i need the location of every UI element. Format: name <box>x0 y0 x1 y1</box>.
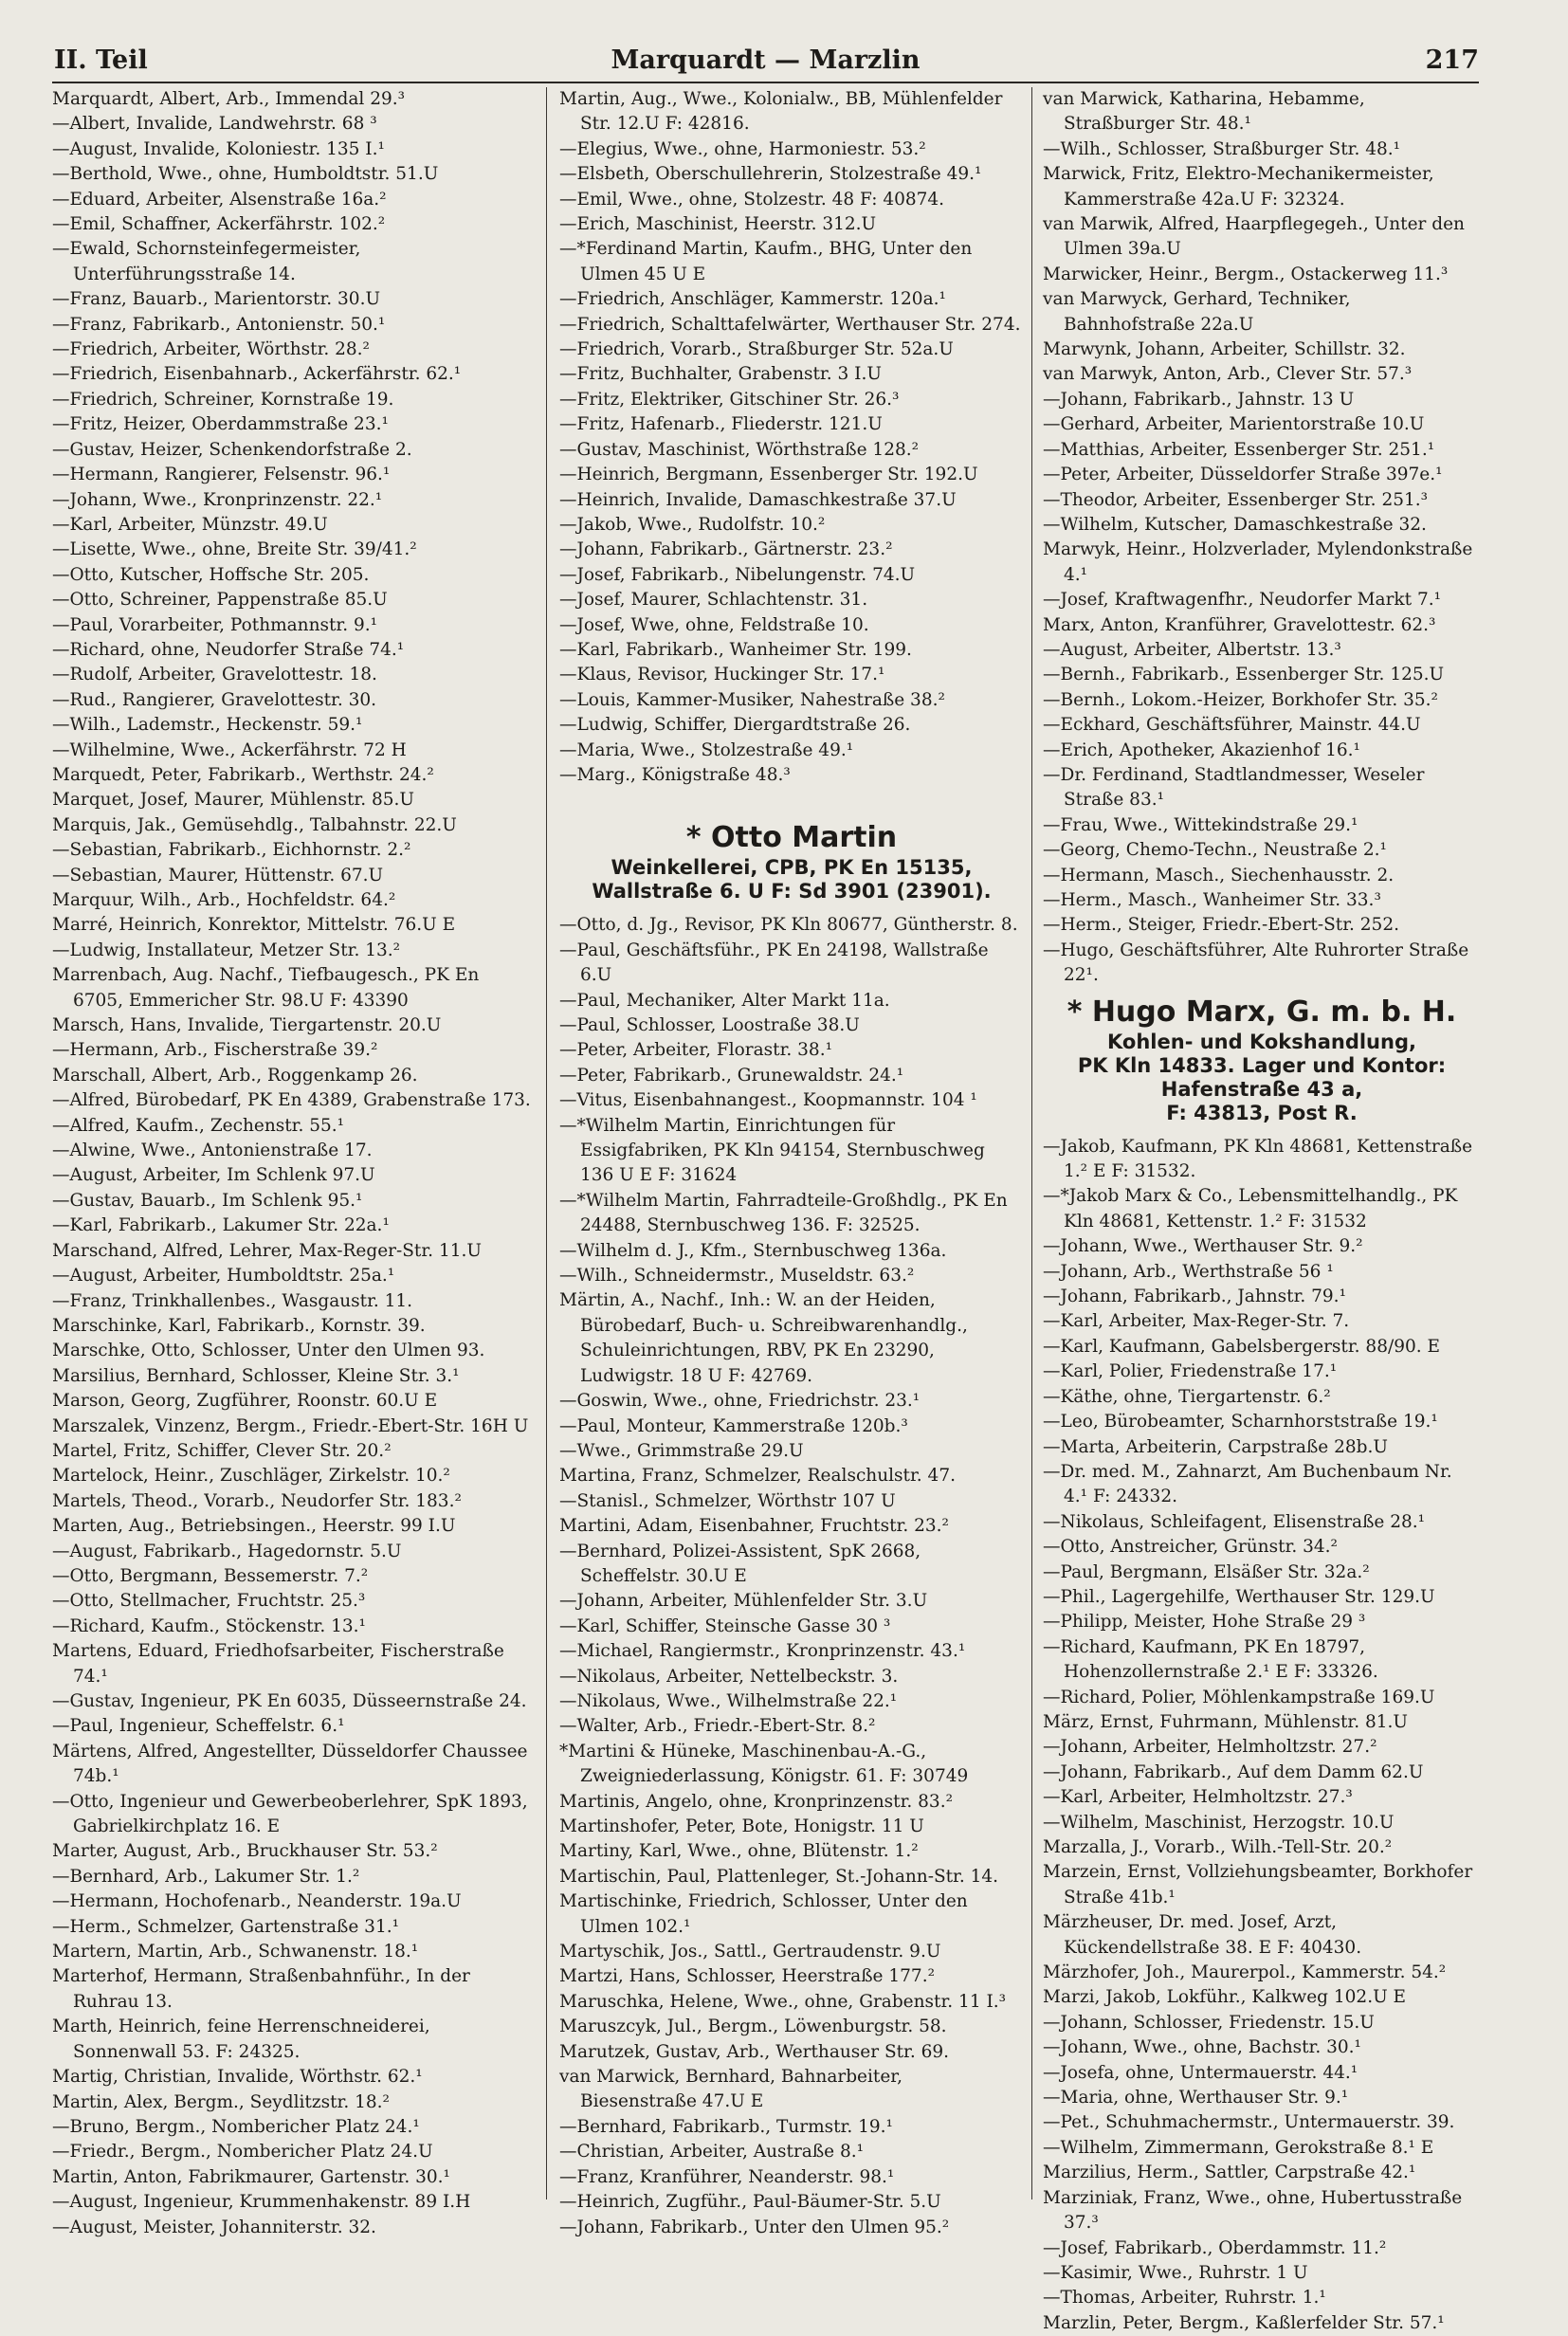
directory-entry: Martens, Eduard, Friedhofsarbeiter, Fischerstraße 74.¹ <box>52 1641 504 1687</box>
directory-entry: —Jakob, Kaufmann, PK Kln 48681, Kettenstraße 1.² E F: 31532. <box>1043 1136 1473 1182</box>
directory-entry: —Karl, Fabrikarb., Wanheimer Str. 199. <box>559 639 912 660</box>
directory-entry: —August, Arbeiter, Im Schlenk 97.U <box>52 1165 375 1186</box>
directory-entry: —Ewald, Schornsteinfegermeister, Unterführungsstraße 14. <box>52 239 361 284</box>
directory-entry: —Wilhelm, Kutscher, Damaschkestraße 32. <box>1043 514 1427 535</box>
directory-entry: —Friedrich, Arbeiter, Wörthstr. 28.² <box>52 339 370 360</box>
directory-entry: Märtens, Alfred, Angestellter, Düsseldorfer Chaussee 74b.¹ <box>52 1741 528 1787</box>
directory-entry: —Wwe., Grimmstraße 29.U <box>559 1440 804 1461</box>
directory-entry: Marsilius, Bernhard, Schlosser, Kleine Str. 3.¹ <box>52 1365 460 1386</box>
directory-entry: —Herm., Schmelzer, Gartenstraße 31.¹ <box>52 1916 400 1937</box>
directory-entry: Marwicker, Heinr., Bergm., Ostackerweg 11.³ <box>1043 264 1449 284</box>
directory-entry: —Marg., Königstraße 48.³ <box>559 764 791 785</box>
directory-entry: van Marwick, Bernhard, Bahnarbeiter, Biesenstraße 47.U E <box>559 2067 903 2112</box>
directory-entry: —Emil, Wwe., ohne, Stolzestr. 48 F: 40874. <box>559 189 945 210</box>
directory-entry: van Marwyk, Anton, Arb., Clever Str. 57.³ <box>1043 364 1413 385</box>
directory-entry: Märzheuser, Dr. med. Josef, Arzt, Kückendellstraße 38. E F: 40430. <box>1043 1912 1362 1958</box>
directory-entry: —Gustav, Bauarb., Im Schlenk 95.¹ <box>52 1190 363 1211</box>
directory-entry: Maruschka, Helene, Wwe., ohne, Grabenstr. 11 I.³ <box>559 1991 1007 2012</box>
directory-entry: Marquis, Jak., Gemüsehdlg., Talbahnstr. 22.U <box>52 814 457 835</box>
directory-entry: Marquardt, Albert, Arb., Immendal 29.³ <box>52 89 406 109</box>
directory-entry: Martyschik, Jos., Sattl., Gertraudenstr. 9.U <box>559 1942 941 1962</box>
directory-entry: Marschinke, Karl, Fabrikarb., Kornstr. 39. <box>52 1315 426 1336</box>
ad-line: Hafenstraße 43 a, <box>1160 1077 1363 1101</box>
directory-entry: —Fritz, Hafenarb., Fliederstr. 121.U <box>559 414 883 435</box>
directory-entry: —Josef, Fabrikarb., Oberdammstr. 11.² <box>1043 2237 1387 2258</box>
directory-entry: —Karl, Arbeiter, Helmholtzstr. 27.³ <box>1043 1787 1353 1808</box>
directory-entry: —Erich, Maschinist, Heerstr. 312.U <box>559 214 877 235</box>
directory-entry: Marschand, Alfred, Lehrer, Max-Reger-Str. 11.U <box>52 1240 482 1261</box>
directory-entry: —Ludwig, Installateur, Metzer Str. 13.² <box>52 940 401 960</box>
directory-entry: —Bernhard, Fabrikarb., Turmstr. 19.¹ <box>559 2116 893 2137</box>
directory-entry: —Eckhard, Geschäftsführer, Mainstr. 44.U <box>1043 715 1421 736</box>
directory-entry: —Sebastian, Fabrikarb., Eichhornstr. 2.² <box>52 840 411 861</box>
directory-entry: —Gustav, Heizer, Schenkendorfstraße 2. <box>52 439 412 460</box>
directory-entry: —Friedrich, Eisenbahnarb., Ackerfährstr. 62.¹ <box>52 364 462 385</box>
directory-entry: —Wilhelmine, Wwe., Ackerfährstr. 72 H <box>52 739 407 760</box>
directory-entry: —*Jakob Marx & Co., Lebensmittelhandlg., PK Kln 48681, Kettenstr. 1.² F: 31532 <box>1043 1186 1458 1232</box>
directory-entry: —Lisette, Wwe., ohne, Breite Str. 39/41.² <box>52 539 417 560</box>
directory-entry: —Franz, Fabrikarb., Antonienstr. 50.¹ <box>52 314 386 335</box>
ad-title: * Otto Martin <box>685 821 898 855</box>
directory-entry: —Georg, Chemo-Techn., Neustraße 2.¹ <box>1043 840 1387 861</box>
directory-entry: —Marta, Arbeiterin, Carpstraße 28b.U <box>1043 1436 1388 1457</box>
name-range: Marquardt — Marzlin <box>611 46 921 75</box>
directory-entry: —August, Arbeiter, Humboldtstr. 25a.¹ <box>52 1266 395 1287</box>
directory-entry: —Christian, Arbeiter, Austraße 8.¹ <box>559 2142 865 2163</box>
directory-entry: Marquedt, Peter, Fabrikarb., Werthstr. 24.² <box>52 764 434 785</box>
directory-entry: —Johann, Wwe., ohne, Bachstr. 30.¹ <box>1043 2037 1361 2058</box>
directory-entry: —Paul, Schlosser, Loostraße 38.U <box>559 1015 860 1035</box>
directory-entry: —Hermann, Rangierer, Felsenstr. 96.¹ <box>52 465 391 485</box>
directory-entry: —Fritz, Heizer, Oberdammstraße 23.¹ <box>52 414 389 435</box>
directory-entry: —Otto, Bergmann, Bessemerstr. 7.² <box>52 1565 369 1586</box>
directory-entry: —Hugo, Geschäftsführer, Alte Ruhrorter Straße 22¹. <box>1043 940 1469 986</box>
directory-entry: —Friedrich, Anschläger, Kammerstr. 120a.¹ <box>559 289 946 310</box>
directory-entry: Märzhofer, Joh., Maurerpol., Kammerstr. 54.² <box>1043 1962 1447 1983</box>
directory-entry: —Hermann, Arb., Fischerstraße 39.² <box>52 1040 378 1061</box>
directory-entry: —Bruno, Bergm., Nombericher Platz 24.¹ <box>52 2116 420 2137</box>
directory-entry: —Otto, Schreiner, Pappenstraße 85.U <box>52 590 388 611</box>
directory-entry: van Marwick, Katharina, Hebamme, Straßburger Str. 48.¹ <box>1043 89 1365 135</box>
directory-entry: —Franz, Trinkhallenbes., Wasgaustr. 11. <box>52 1290 413 1311</box>
directory-entry: Martel, Fritz, Schiffer, Clever Str. 20.² <box>52 1440 392 1461</box>
ad-title: * Hugo Marx, G. m. b. H. <box>1067 995 1457 1029</box>
directory-entry: —Hermann, Hochofenarb., Neanderstr. 19a.U <box>52 1891 462 1912</box>
directory-entry: Marrenbach, Aug. Nachf., Tiefbaugesch., PK En 6705, Emmericher Str. 98.U F: 43390 <box>52 965 480 1011</box>
directory-entry: —Wilhelm, Zimmermann, Gerokstraße 8.¹ E <box>1043 2137 1434 2158</box>
directory-entry: —Franz, Kranführer, Neanderstr. 98.¹ <box>559 2166 895 2187</box>
column-divider <box>546 87 547 2199</box>
directory-entry: —Peter, Fabrikarb., Grunewaldstr. 24.¹ <box>559 1065 904 1086</box>
directory-entry: —Maria, ohne, Werthauser Str. 9.¹ <box>1043 2088 1349 2108</box>
column-divider <box>1031 87 1032 2199</box>
directory-entry: —Käthe, ohne, Tiergartenstr. 6.² <box>1043 1386 1331 1407</box>
directory-entry: Martischin, Paul, Plattenleger, St.-Johann-Str. 14. <box>559 1866 999 1887</box>
directory-entry: —Peter, Arbeiter, Florastr. 38.¹ <box>559 1040 832 1061</box>
directory-entry: —Wilh., Schlosser, Straßburger Str. 48.¹ <box>1043 138 1401 159</box>
ad-hugo-marx <box>1043 995 1481 1125</box>
directory-entry: —Gustav, Ingenieur, PK En 6035, Düsseernstraße 24. <box>52 1691 527 1711</box>
column-3 <box>1043 87 1481 2333</box>
directory-entry: Martischinke, Friedrich, Schlosser, Unter den Ulmen 102.¹ <box>559 1891 968 1937</box>
directory-entry: —Paul, Geschäftsführ., PK En 24198, Wallstraße 6.U <box>559 940 989 986</box>
directory-entry: —Heinrich, Bergmann, Essenberger Str. 192.U <box>559 465 978 485</box>
directory-entry: —August, Meister, Johanniterstr. 32. <box>52 2217 376 2237</box>
directory-entry: Marschall, Albert, Arb., Roggenkamp 26. <box>52 1065 418 1086</box>
directory-entry: Märtin, A., Nachf., Inh.: W. an der Heiden, Bürobedarf, Buch- u. Schreibwarenhandlg., Schuleinrichtungen, RBV, PK En 23290, Ludwigstr. 18 U F: 42769. <box>559 1290 968 1386</box>
directory-entry: —Otto, d. Jg., Revisor, PK Kln 80677, Güntherstr. 8. <box>559 915 1018 936</box>
directory-entry: —Johann, Arbeiter, Mühlenfelder Str. 3.U <box>559 1591 928 1612</box>
directory-entry: —Dr. med. M., Zahnarzt, Am Buchenbaum Nr. 4.¹ F: 24332. <box>1043 1461 1452 1507</box>
column-2 <box>559 87 1024 2237</box>
directory-entry: —Wilhelm, Maschinist, Herzogstr. 10.U <box>1043 1812 1395 1833</box>
directory-entry: —Richard, Kaufmann, PK En 18797, Hohenzollernstraße 2.¹ E F: 33326. <box>1043 1636 1378 1683</box>
directory-entry: —Karl, Schiffer, Steinsche Gasse 30 ³ <box>559 1615 891 1636</box>
directory-entry: —Karl, Polier, Friedenstraße 17.¹ <box>1043 1361 1338 1382</box>
directory-entry: —Theodor, Arbeiter, Essenberger Str. 251.³ <box>1043 489 1429 510</box>
directory-entry: —August, Arbeiter, Albertstr. 13.³ <box>1043 639 1341 660</box>
directory-entry: —Karl, Fabrikarb., Lakumer Str. 22a.¹ <box>52 1215 390 1236</box>
directory-entry: —*Wilhelm Martin, Einrichtungen für Essigfabriken, PK Kln 94154, Sternbuschweg 136 U E F: 31624 <box>559 1115 985 1186</box>
directory-entry: —Louis, Kammer-Musiker, Nahestraße 38.² <box>559 689 945 710</box>
directory-entry: —Alfred, Bürobedarf, PK En 4389, Grabenstraße 173. <box>52 1090 531 1111</box>
directory-entry: *Martini & Hüneke, Maschinenbau-A.-G., Zweigniederlassung, Königstr. 61. F: 30749 <box>559 1741 969 1787</box>
directory-entry: Marx, Anton, Kranführer, Gravelottestr. 62.³ <box>1043 614 1436 635</box>
directory-entry: März, Ernst, Fuhrmann, Mühlenstr. 81.U <box>1043 1711 1409 1732</box>
directory-entry: —Josef, Fabrikarb., Nibelungenstr. 74.U <box>559 564 916 585</box>
directory-entry: —Johann, Arbeiter, Helmholtzstr. 27.² <box>1043 1737 1377 1758</box>
directory-entry: —Otto, Anstreicher, Grünstr. 34.² <box>1043 1537 1338 1558</box>
column-3-top-list <box>1043 87 1481 989</box>
directory-entry: —Paul, Monteur, Kammerstraße 120b.³ <box>559 1415 908 1436</box>
directory-entry: —Johann, Wwe., Kronprinzenstr. 22.¹ <box>52 489 383 510</box>
directory-entry: —Wilh., Lademstr., Heckenstr. 59.¹ <box>52 715 363 736</box>
directory-entry: —Peter, Arbeiter, Düsseldorfer Straße 397e.¹ <box>1043 465 1443 485</box>
directory-entry: —Friedrich, Schreiner, Kornstraße 19. <box>52 389 394 410</box>
directory-entry: Marzi, Jakob, Lokführ., Kalkweg 102.U E <box>1043 1987 1407 2008</box>
directory-entry: —Franz, Bauarb., Marientorstr. 30.U <box>52 289 381 310</box>
directory-entry: Marschke, Otto, Schlosser, Unter den Ulmen 93. <box>52 1341 485 1361</box>
directory-entry: —Leo, Bürobeamter, Scharnhorststraße 19.¹ <box>1043 1412 1438 1433</box>
directory-entry: —Karl, Arbeiter, Max-Reger-Str. 7. <box>1043 1311 1350 1332</box>
directory-entry: Martelock, Heinr., Zuschläger, Zirkelstr. 10.² <box>52 1466 450 1487</box>
directory-entry: —Jakob, Wwe., Rudolfstr. 10.² <box>559 514 826 535</box>
directory-entry: Marszalek, Vinzenz, Bergm., Friedr.-Ebert-Str. 16H U <box>52 1415 529 1436</box>
directory-entry: —Phil., Lagergehilfe, Werthauser Str. 129.U <box>1043 1586 1435 1607</box>
directory-entry: —Albert, Invalide, Landwehrstr. 68 ³ <box>52 114 377 135</box>
directory-entry: —Johann, Fabrikarb., Auf dem Damm 62.U <box>1043 1761 1424 1782</box>
directory-entry: Martinis, Angelo, ohne, Kronprinzenstr. 83.² <box>559 1791 953 1812</box>
directory-entry: —Nikolaus, Arbeiter, Nettelbeckstr. 3. <box>559 1666 899 1687</box>
directory-entry: Martin, Anton, Fabrikmaurer, Gartenstr. 30.¹ <box>52 2166 450 2187</box>
directory-entry: —Bernh., Fabrikarb., Essenberger Str. 125.U <box>1043 665 1445 685</box>
directory-entry: Martels, Theod., Vorarb., Neudorfer Str. 183.² <box>52 1490 462 1511</box>
directory-entry: —Heinrich, Zugführ., Paul-Bäumer-Str. 5.U <box>559 2192 941 2213</box>
directory-entry: —Goswin, Wwe., ohne, Friedrichstr. 23.¹ <box>559 1391 921 1412</box>
directory-entry: Martina, Franz, Schmelzer, Realschulstr. 47. <box>559 1466 956 1487</box>
directory-entry: —Stanisl., Schmelzer, Wörthstr 107 U <box>559 1490 896 1511</box>
column-2-bottom-list <box>559 913 1024 2240</box>
directory-entry: —Karl, Arbeiter, Münzstr. 49.U <box>52 514 328 535</box>
directory-entry: —Eduard, Arbeiter, Alsenstraße 16a.² <box>52 189 387 210</box>
directory-entry: Marth, Heinrich, feine Herrenschneiderei, Sonnenwall 53. F: 24325. <box>52 2017 430 2062</box>
directory-entry: Martiny, Karl, Wwe., ohne, Blütenstr. 1.² <box>559 1841 919 1862</box>
directory-entry: —Bernh., Lokom.-Heizer, Borkhofer Str. 35.² <box>1043 689 1438 710</box>
page-number: 217 <box>1425 46 1479 75</box>
directory-entry: —Josef, Kraftwagenfhr., Neudorfer Markt 7.¹ <box>1043 590 1442 611</box>
directory-entry: —Berthold, Wwe., ohne, Humboldtstr. 51.U <box>52 164 439 185</box>
directory-entry: Martern, Martin, Arb., Schwanenstr. 18.¹ <box>52 1942 419 1962</box>
directory-entry: —Gustav, Maschinist, Wörthstraße 128.² <box>559 439 920 460</box>
directory-entry: —Fritz, Elektriker, Gitschiner Str. 26.³ <box>559 389 900 410</box>
directory-entry: —Bernhard, Arb., Lakumer Str. 1.² <box>52 1866 360 1887</box>
directory-entry: —Richard, Polier, Möhlenkampstraße 169.U <box>1043 1687 1435 1707</box>
directory-entry: —Paul, Ingenieur, Scheffelstr. 6.¹ <box>52 1716 345 1737</box>
directory-entry: Marquur, Wilh., Arb., Hochfeldstr. 64.² <box>52 890 396 910</box>
directory-entry: Marten, Aug., Betriebsingen., Heerstr. 99 I.U <box>52 1516 456 1537</box>
directory-entry: —Wilh., Schneidermstr., Museldstr. 63.² <box>559 1266 915 1287</box>
directory-entry: —Elsbeth, Oberschullehrerin, Stolzestraße 49.¹ <box>559 164 982 185</box>
column-1 <box>52 87 534 2237</box>
directory-entry: —Emil, Schaffner, Ackerfährstr. 102.² <box>52 214 386 235</box>
directory-entry: Marzalla, J., Vorarb., Wilh.-Tell-Str. 20.² <box>1043 1837 1393 1857</box>
directory-entry: Marquet, Josef, Maurer, Mühlenstr. 85.U <box>52 790 414 811</box>
directory-entry: Marwyk, Heinr., Holzverlader, Mylendonkstraße 4.¹ <box>1043 539 1473 585</box>
directory-entry: —Johann, Arb., Werthstraße 56 ¹ <box>1043 1261 1334 1282</box>
directory-entry: Marzilius, Herm., Sattler, Carpstraße 42.¹ <box>1043 2163 1416 2183</box>
column-3-bottom-list <box>1043 1135 1481 2336</box>
spacer <box>559 788 1024 814</box>
page-header <box>52 44 1479 83</box>
directory-entry: van Marwyck, Gerhard, Techniker, Bahnhofstraße 22a.U <box>1043 289 1351 335</box>
directory-entry: Martinshofer, Peter, Bote, Honigstr. 11 U <box>559 1816 924 1836</box>
directory-entry: —Fritz, Buchhalter, Grabenstr. 3 I.U <box>559 364 882 385</box>
directory-entry: —Johann, Schlosser, Friedenstr. 15.U <box>1043 2012 1375 2033</box>
directory-entry: —Walter, Arb., Friedr.-Ebert-Str. 8.² <box>559 1716 876 1737</box>
ad-line: Kohlen- und Kokshandlung, <box>1107 1030 1416 1053</box>
directory-entry: Maruszcyk, Jul., Bergm., Löwenburgstr. 58. <box>559 2017 947 2037</box>
directory-entry: Marzlin, Peter, Bergm., Kaßlerfelder Str. 57.¹ <box>1043 2312 1445 2333</box>
directory-entry: —Nikolaus, Schleifagent, Elisenstraße 28.¹ <box>1043 1511 1426 1532</box>
directory-entry: Marsch, Hans, Invalide, Tiergartenstr. 20.U <box>52 1015 442 1036</box>
ad-line: PK Kln 14833. Lager und Kontor: <box>1077 1053 1447 1077</box>
directory-entry: —Gerhard, Arbeiter, Marientorstraße 10.U <box>1043 414 1425 435</box>
directory-entry: Marutzek, Gustav, Arb., Werthauser Str. 69. <box>559 2041 950 2062</box>
directory-entry: —Karl, Kaufmann, Gabelsbergerstr. 88/90. E <box>1043 1336 1441 1357</box>
directory-entry: Marterhof, Hermann, Straßenbahnführ., In der Ruhrau 13. <box>52 1966 470 2012</box>
directory-entry: —Richard, ohne, Neudorfer Straße 74.¹ <box>52 639 405 660</box>
directory-entry: —Vitus, Eisenbahnangest., Koopmannstr. 104 ¹ <box>559 1090 977 1111</box>
directory-entry: —Friedrich, Schalttafelwärter, Werthauser Str. 274. <box>559 314 1021 335</box>
directory-entry: —Elegius, Wwe., ohne, Harmoniestr. 53.² <box>559 138 926 159</box>
directory-entry: —Matthias, Arbeiter, Essenberger Str. 251.¹ <box>1043 439 1435 460</box>
directory-entry: Marzein, Ernst, Vollziehungsbeamter, Borkhofer Straße 41b.¹ <box>1043 1862 1473 1907</box>
directory-entry: —Josefa, ohne, Untermauerstr. 44.¹ <box>1043 2062 1358 2083</box>
directory-entry: —August, Fabrikarb., Hagedornstr. 5.U <box>52 1541 402 1561</box>
directory-entry: —Michael, Rangiermstr., Kronprinzenstr. 43.¹ <box>559 1641 966 1662</box>
directory-entry: van Marwik, Alfred, Haarpflegegeh., Unter den Ulmen 39a.U <box>1043 214 1465 260</box>
directory-entry: —Otto, Ingenieur und Gewerbeoberlehrer, SpK 1893, Gabrielkirchplatz 16. E <box>52 1791 528 1837</box>
directory-entry: Marré, Heinrich, Konrektor, Mittelstr. 76.U E <box>52 915 456 936</box>
ad-line: Weinkellerei, CPB, PK En 15135, <box>611 856 973 880</box>
directory-entry: —Dr. Ferdinand, Stadtlandmesser, Weseler Straße 83.¹ <box>1043 764 1425 811</box>
directory-entry: —Maria, Wwe., Stolzestraße 49.¹ <box>559 739 854 760</box>
directory-entry: Marziniak, Franz, Wwe., ohne, Hubertusstraße 37.³ <box>1043 2187 1463 2234</box>
ad-line: Wallstraße 6. U F: Sd 3901 (23901). <box>592 880 992 903</box>
directory-entry: —*Ferdinand Martin, Kaufm., BHG, Unter den Ulmen 45 U E <box>559 239 973 284</box>
directory-entry: —Richard, Kaufm., Stöckenstr. 13.¹ <box>52 1615 366 1636</box>
directory-entry: Marson, Georg, Zugführer, Roonstr. 60.U E <box>52 1391 438 1412</box>
directory-entry: —August, Invalide, Koloniestr. 135 I.¹ <box>52 138 385 159</box>
directory-entry: —Frau, Wwe., Wittekindstraße 29.¹ <box>1043 814 1358 835</box>
directory-entry: —Paul, Bergmann, Elsäßer Str. 32a.² <box>1043 1561 1370 1582</box>
column-2-top-list <box>559 87 1024 788</box>
directory-entry: —Josef, Maurer, Schlachtenstr. 31. <box>559 590 868 611</box>
ad-line: F: 43813, Post R. <box>1166 1101 1358 1124</box>
directory-entry: —Johann, Fabrikarb., Unter den Ulmen 95.² <box>559 2217 950 2237</box>
directory-entry: —*Wilhelm Martin, Fahrradteile-Großhdlg., PK En 24488, Sternbuschweg 136. F: 32525. <box>559 1190 1008 1236</box>
directory-entry: —Johann, Fabrikarb., Gärtnerstr. 23.² <box>559 539 893 560</box>
directory-entry: —Paul, Vorarbeiter, Pothmannstr. 9.¹ <box>52 614 378 635</box>
directory-entry: —Sebastian, Maurer, Hüttenstr. 67.U <box>52 865 384 885</box>
directory-entry: —Rud., Rangierer, Gravelottestr. 30. <box>52 689 377 710</box>
directory-entry: Marwynk, Johann, Arbeiter, Schillstr. 32. <box>1043 339 1406 360</box>
directory-entry: —Hermann, Masch., Siechenhausstr. 2. <box>1043 865 1395 885</box>
directory-entry: Martini, Adam, Eisenbahner, Fruchtstr. 23.² <box>559 1516 949 1537</box>
directory-entry: —Alwine, Wwe., Antonienstraße 17. <box>52 1141 373 1161</box>
directory-entry: —Friedrich, Vorarb., Straßburger Str. 52a.U <box>559 339 954 360</box>
directory-entry: —Alfred, Kaufm., Zechenstr. 55.¹ <box>52 1115 345 1136</box>
directory-entry: Marwick, Fritz, Elektro-Mechanikermeister, Kammerstraße 42a.U F: 32324. <box>1043 164 1434 210</box>
directory-entry: —Paul, Mechaniker, Alter Markt 11a. <box>559 990 890 1011</box>
directory-entry: —Kasimir, Wwe., Ruhrstr. 1 U <box>1043 2262 1308 2283</box>
ad-otto-martin <box>559 820 1024 903</box>
directory-entry: Martin, Alex, Bergm., Seydlitzstr. 18.² <box>52 2091 390 2112</box>
directory-entry: —Bernhard, Polizei-Assistent, SpK 2668, Scheffelstr. 30.U E <box>559 1541 921 1586</box>
directory-entry: —Johann, Wwe., Werthauser Str. 9.² <box>1043 1236 1363 1257</box>
directory-entry: —Herm., Masch., Wanheimer Str. 33.³ <box>1043 890 1381 910</box>
directory-entry: Martig, Christian, Invalide, Wörthstr. 62.¹ <box>52 2067 423 2088</box>
directory-entry: —Pet., Schuhmachermstr., Untermauerstr. 39. <box>1043 2112 1455 2133</box>
directory-entry: —Johann, Fabrikarb., Jahnstr. 79.¹ <box>1043 1287 1346 1307</box>
directory-entry: —Wilhelm d. J., Kfm., Sternbuschweg 136a. <box>559 1240 947 1261</box>
directory-entry: —August, Ingenieur, Krummenhakenstr. 89 I.H <box>52 2192 471 2213</box>
directory-entry: —Philipp, Meister, Hohe Straße 29 ³ <box>1043 1612 1366 1633</box>
directory-entry: —Nikolaus, Wwe., Wilhelmstraße 22.¹ <box>559 1690 898 1711</box>
directory-entry: —Rudolf, Arbeiter, Gravelottestr. 18. <box>52 665 377 685</box>
directory-entry: —Herm., Steiger, Friedr.-Ebert-Str. 252. <box>1043 915 1399 936</box>
directory-entry: Martzi, Hans, Schlosser, Heerstraße 177.² <box>559 1966 935 1987</box>
directory-entry: —Erich, Apotheker, Akazienhof 16.¹ <box>1043 739 1360 760</box>
directory-entry: Martin, Aug., Wwe., Kolonialw., BB, Mühlenfelder Str. 12.U F: 42816. <box>559 89 1003 135</box>
directory-entry: —Josef, Wwe, ohne, Feldstraße 10. <box>559 614 869 635</box>
directory-entry: Marter, August, Arb., Bruckhauser Str. 53.² <box>52 1841 438 1862</box>
directory-entry: —Klaus, Revisor, Huckinger Str. 17.¹ <box>559 665 885 685</box>
directory-entry: —Heinrich, Invalide, Damaschkestraße 37.U <box>559 489 957 510</box>
directory-entry: —Friedr., Bergm., Nombericher Platz 24.U <box>52 2142 433 2163</box>
directory-entry: —Otto, Stellmacher, Fruchtstr. 25.³ <box>52 1591 366 1612</box>
directory-entry: —Ludwig, Schiffer, Diergardtstraße 26. <box>559 715 911 736</box>
section-label: II. Teil <box>54 46 148 75</box>
directory-entry: —Johann, Fabrikarb., Jahnstr. 13 U <box>1043 389 1355 410</box>
directory-entry: —Thomas, Arbeiter, Ruhrstr. 1.¹ <box>1043 2288 1326 2309</box>
directory-entry: —Otto, Kutscher, Hoffsche Str. 205. <box>52 564 370 585</box>
